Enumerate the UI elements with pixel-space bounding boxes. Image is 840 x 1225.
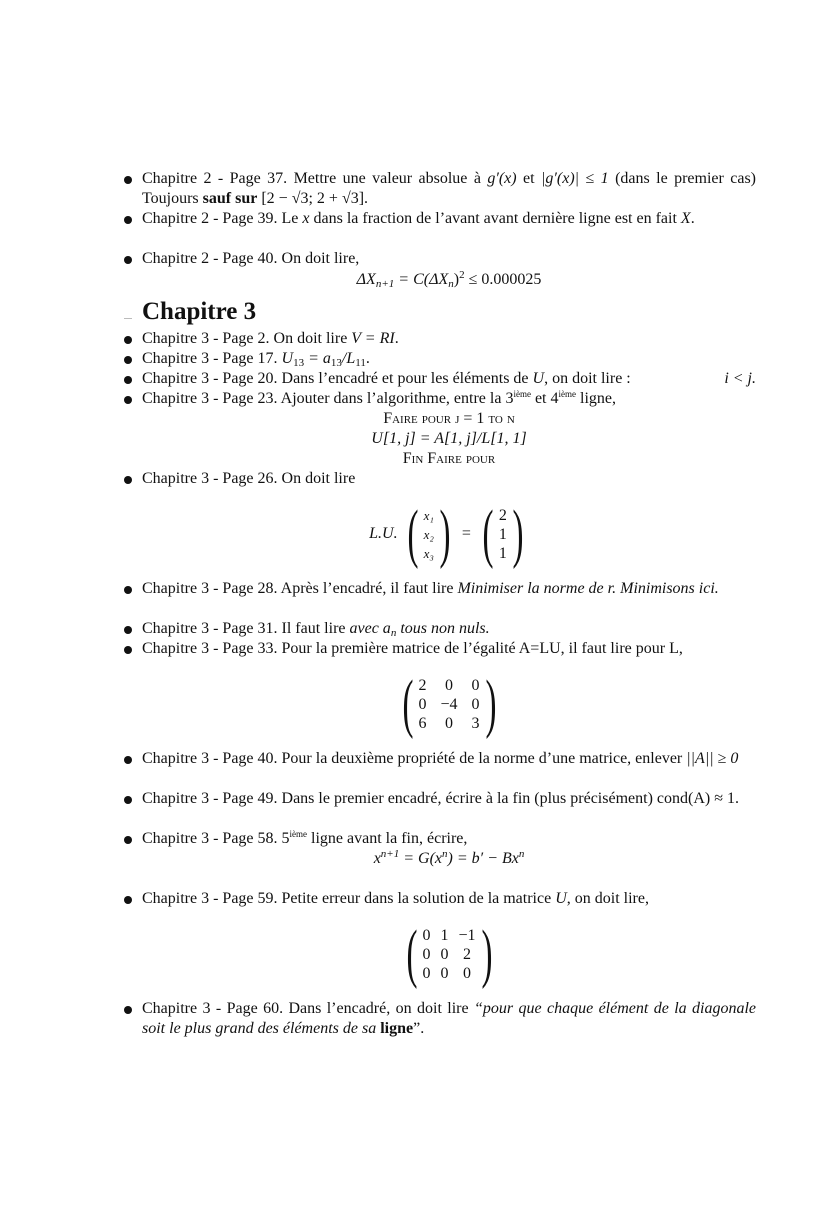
list-item (142, 249, 756, 269)
bullet (124, 896, 132, 904)
math: ≤ 0.000025 (464, 271, 542, 288)
italic-text: tous non nuls. (396, 620, 490, 637)
list-item (142, 789, 756, 809)
list-item (142, 389, 756, 409)
vector-equation (142, 497, 756, 570)
matrix-grid (418, 676, 479, 733)
math: U (281, 350, 294, 367)
left-paren: ( (407, 497, 419, 570)
bullet (124, 256, 132, 264)
bullet (124, 836, 132, 844)
superscript: ième (558, 389, 576, 399)
left-paren: ( (405, 917, 417, 990)
list-item (142, 749, 756, 769)
matrix-cell: 0 (463, 964, 471, 982)
matrix-cell: 0 (440, 945, 449, 963)
math: ΔX (356, 271, 376, 288)
math: U (532, 370, 545, 387)
bullet (124, 356, 132, 364)
item-text: Chapitre 3 - Page 28. Après l’encadré, il faut lire (142, 580, 458, 597)
right-paren: ) (485, 667, 497, 740)
math: g′(x) (487, 170, 517, 187)
math: ||A|| ≥ 0 (686, 750, 739, 767)
math: L.U. (369, 525, 398, 542)
matrix-cell: 0 (471, 695, 480, 713)
equation (142, 849, 756, 869)
item-text: . (365, 350, 370, 367)
math: ) = b′ − Bx (447, 850, 519, 867)
math: V = RI (351, 330, 395, 347)
list-item (142, 619, 756, 639)
item-text: Chapitre 3 - Page 40. Pour la deuxième propriété de la norme d’une matrice, enlever (142, 750, 687, 767)
matrix-cell: 2 (463, 945, 471, 963)
bullet (124, 176, 132, 184)
algorithm-line: Faire pour j = 1 to n (383, 410, 515, 427)
list-item (142, 829, 756, 849)
list-item (142, 889, 756, 909)
bullet (124, 796, 132, 804)
matrix-cell: −4 (440, 695, 458, 713)
matrix-cell: −1 (458, 926, 476, 944)
matrix-cell: 0 (422, 926, 431, 944)
matrix-cell: 0 (422, 945, 431, 963)
bullet (124, 756, 132, 764)
matrix-l (142, 667, 756, 740)
item-text: Chapitre 2 - Page 39. Le (142, 210, 303, 227)
list-item (142, 999, 756, 1039)
list-item (142, 639, 756, 659)
math: ) (453, 271, 460, 288)
list-item (142, 579, 756, 599)
section-heading: Chapitre 3 (142, 298, 257, 325)
math: = C(ΔX (394, 271, 449, 288)
math: U (555, 890, 567, 907)
bullet (124, 396, 132, 404)
math-sub: 13 (330, 357, 342, 369)
item-text: Chapitre 3 - Page 31. Il faut lire (142, 620, 350, 637)
matrix-cell: 2 (418, 676, 427, 694)
bullet (124, 1006, 132, 1014)
item-text: Chapitre 3 - Page 33. Pour la première matrice de l’égalité A=LU, il faut lire pour L, (142, 640, 683, 657)
superscript: ième (513, 389, 531, 399)
bullet (124, 216, 132, 224)
matrix-cell: 0 (422, 964, 431, 982)
math-sub: n (390, 627, 397, 639)
equation (142, 270, 756, 290)
bullet (124, 626, 132, 634)
math: = G(x (399, 850, 443, 867)
math-sub: n+1 (375, 278, 395, 290)
item-text: Chapitre 2 - Page 40. On doit lire, (142, 250, 360, 267)
vector-cell: x₃ (423, 545, 434, 561)
matrix-cell: 1 (440, 926, 449, 944)
matrix-cell: 0 (445, 676, 453, 694)
right-paren: ) (481, 917, 493, 990)
bold-text: ligne (380, 1020, 414, 1037)
vector-cell: 1 (498, 525, 507, 543)
list-item (142, 469, 756, 489)
bullet (124, 586, 132, 594)
item-text: Chapitre 3 - Page 60. Dans l’encadré, on doit lire (142, 1000, 474, 1017)
list-item (142, 349, 756, 369)
vector-b (499, 506, 507, 563)
heading-marker (124, 318, 132, 319)
matrix-cell: 6 (418, 714, 427, 732)
item-text: Chapitre 3 - Page 59. Petite erreur dans la solution de la matrice (142, 890, 556, 907)
bullet (124, 476, 132, 484)
item-text: Chapitre 3 - Page 49. Dans le premier encadré, écrire à la fin (plus précisément) (142, 790, 657, 807)
item-text: . (690, 210, 695, 227)
list-item (142, 369, 756, 389)
math: x (373, 850, 381, 867)
algorithm-line: Fin Faire pour (402, 450, 496, 467)
math: [2 − √3; 2 + √3]. (257, 190, 369, 207)
list-item (142, 209, 756, 229)
superscript: ième (289, 829, 308, 839)
math-sub: 11 (355, 357, 366, 369)
item-text: Chapitre 3 - Page 17. (142, 350, 282, 367)
matrix-cell: 0 (471, 676, 480, 694)
item-text: ”. (413, 1020, 425, 1037)
right-paren: ) (439, 497, 451, 570)
math: X (680, 210, 691, 227)
math-sup: 2 (459, 269, 465, 281)
italic-text: “pour que chaque élément de la diagonale soit le plus grand des éléments de sa (142, 1000, 757, 1037)
matrix-grid (422, 926, 475, 983)
item-text: . (394, 330, 399, 347)
list-item (142, 169, 756, 209)
math: i < j. (724, 370, 756, 387)
left-paren: ( (401, 667, 413, 740)
item-text: ligne avant la fin, écrire, (307, 830, 468, 847)
right-paren: ) (512, 497, 524, 570)
bullet (124, 376, 132, 384)
math: cond(A) ≈ 1. (656, 790, 739, 807)
vector-cell: 2 (498, 506, 507, 524)
vector-cell: 1 (498, 544, 507, 562)
matrix-cell: 0 (445, 714, 453, 732)
math-sub: n (448, 278, 454, 290)
matrix-cell: 0 (418, 695, 427, 713)
item-text: Chapitre 3 - Page 2. On doit lire (142, 330, 352, 347)
item-text: et 4 (530, 390, 559, 407)
vector-cell: x₁ (423, 507, 434, 523)
math-sup: n+1 (380, 848, 400, 860)
item-text: Chapitre 3 - Page 58. 5 (142, 830, 290, 847)
vector-x (424, 506, 434, 563)
item-text: Chapitre 3 - Page 26. On doit lire (142, 470, 356, 487)
math-sup: n (518, 848, 525, 860)
list-item (142, 329, 756, 349)
item-text: Chapitre 3 - Page 23. Ajouter dans l’algorithme, entre la 3 (142, 390, 514, 407)
math-sup: n (442, 848, 448, 860)
bold-text: sauf sur (202, 190, 258, 207)
bullet (124, 336, 132, 344)
math: |g′(x)| ≤ 1 (540, 170, 609, 187)
math: /L (341, 350, 356, 367)
matrix-u (142, 917, 756, 990)
math: = (461, 525, 471, 542)
italic-text: Minimiser la norme de r. Minimisons ici. (457, 580, 719, 597)
item-text: ligne, (576, 390, 616, 407)
matrix-cell: 0 (440, 964, 449, 982)
item-text: , on doit lire : (544, 370, 631, 387)
math-sub: 13 (293, 357, 305, 369)
vector-cell: x₂ (423, 526, 434, 542)
item-text: Chapitre 2 - Page 37. Mettre une valeur absolue à (142, 170, 488, 187)
algorithm-line: U[1, j] = A[1, j]/L[1, 1] (371, 430, 527, 447)
item-text: dans la fraction de l’avant avant dernière ligne est en fait (309, 210, 681, 227)
math: x (302, 210, 310, 227)
left-paren: ( (482, 497, 494, 570)
item-text: Chapitre 3 - Page 20. Dans l’encadré et pour les éléments de (142, 370, 533, 387)
matrix-cell: 3 (471, 714, 480, 732)
italic-text: avec a (349, 620, 391, 637)
item-text: et (516, 170, 541, 187)
bullet (124, 646, 132, 654)
math: = a (304, 350, 331, 367)
item-text: , on doit lire, (566, 890, 649, 907)
item-text: (dans le premier cas) Toujours (142, 170, 757, 207)
